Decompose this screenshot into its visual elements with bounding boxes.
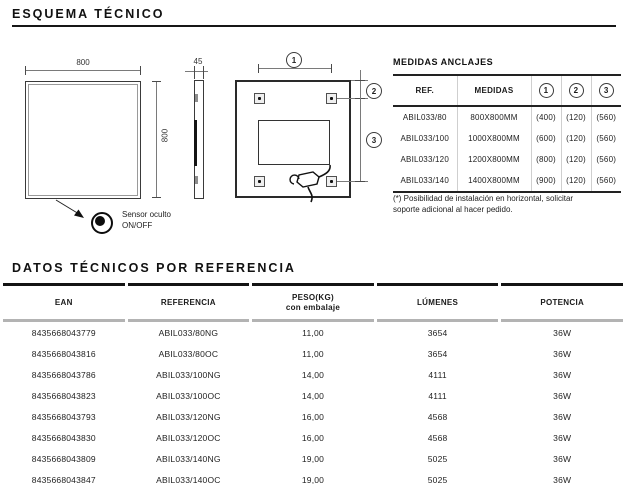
referencia-cell: ABIL033/80OC: [158, 348, 219, 359]
lumenes-cell: 5025: [427, 474, 448, 485]
medidas-cell: 1400X800MM: [457, 170, 531, 192]
dim-tick: [152, 81, 161, 82]
anchor-point-icon: [254, 93, 265, 104]
dim3-cell: (560): [591, 149, 621, 170]
ean-cell: 8435668043779: [31, 327, 96, 338]
title-rule: [12, 25, 616, 27]
potencia-cell: 36W: [553, 348, 572, 359]
medidas-cell: 800X800MM: [457, 106, 531, 128]
ean-cell: 8435668043823: [31, 390, 96, 401]
lumenes-cell: 4111: [428, 390, 447, 401]
datos-header-peso-line1: PESO(KG): [292, 292, 334, 302]
mirror-frame-inner-line: [28, 84, 138, 196]
potencia-cell: 36W: [553, 432, 572, 443]
back-dim3-line: [360, 98, 361, 181]
anchor-point-icon: [326, 93, 337, 104]
anclajes-row: [393, 149, 621, 170]
datos-row: [3, 385, 623, 406]
potencia-cell: 36W: [553, 411, 572, 422]
datos-table: [0, 283, 626, 490]
potencia-cell: 36W: [553, 390, 572, 401]
potencia-cell: 36W: [553, 453, 572, 464]
lumenes-cell: 4568: [427, 411, 448, 422]
side-depth-dim-label: 45: [193, 57, 203, 66]
anclajes-header-ref: REF.: [393, 75, 457, 106]
side-depth-dim-line: [185, 71, 208, 72]
dim2-cell: (120): [561, 170, 591, 192]
anclajes-header-dim1: [531, 75, 561, 106]
back-dim2-line: [360, 70, 361, 98]
lumenes-cell: 4111: [428, 369, 447, 380]
medidas-cell: 1200X800MM: [457, 149, 531, 170]
ean-cell: 8435668043786: [31, 369, 96, 380]
peso-cell: 19,00: [301, 474, 325, 485]
dim2-cell: (120): [561, 128, 591, 149]
callout-3: 3: [366, 132, 382, 148]
dim-2-badge: 2: [569, 83, 584, 98]
lumenes-cell: 3654: [427, 348, 448, 359]
anclajes-header-dim2: [561, 75, 591, 106]
peso-cell: 16,00: [301, 411, 325, 422]
ean-cell: 8435668043809: [31, 453, 96, 464]
datos-header-row: [3, 283, 623, 322]
dim-3-badge: 3: [599, 83, 614, 98]
ean-cell: 8435668043830: [31, 432, 96, 443]
sensor-icon: [91, 212, 113, 234]
ean-cell: 8435668043847: [31, 474, 96, 485]
dim1-cell: (600): [531, 128, 561, 149]
datos-header-potencia: POTENCIA: [501, 283, 623, 322]
dim-tick: [258, 64, 259, 73]
section-title-datos: DATOS TÉCNICOS POR REFERENCIA: [12, 261, 296, 275]
anclajes-header-medidas: MEDIDAS: [457, 75, 531, 106]
dim1-cell: (900): [531, 170, 561, 192]
callout-1: 1: [286, 52, 302, 68]
section-title-esquema: ESQUEMA TÉCNICO: [12, 7, 165, 21]
front-height-dim-line: [156, 81, 157, 198]
power-plug-icon: [275, 158, 345, 206]
datos-row: [3, 469, 623, 490]
ref-cell: ABIL033/80: [402, 113, 447, 122]
sensor-label-line2: ON/OFF: [122, 221, 153, 230]
ean-cell: 8435668043793: [31, 411, 96, 422]
ref-cell: ABIL033/120: [400, 155, 449, 164]
datos-header-referencia: REFERENCIA: [128, 283, 250, 322]
side-anchor-mark: [195, 176, 198, 184]
datos-header-peso: [252, 283, 374, 322]
peso-cell: 11,00: [302, 327, 324, 338]
datos-row: [3, 406, 623, 427]
dim2-cell: (120): [561, 106, 591, 128]
dim3-cell: (560): [591, 170, 621, 192]
side-wall-bracket: [194, 120, 197, 166]
referencia-cell: ABIL033/100NG: [156, 369, 221, 380]
anclajes-table: [393, 74, 621, 193]
datos-row: [3, 364, 623, 385]
datos-header-peso-line2: con embalaje: [285, 302, 341, 312]
dim-tick: [194, 66, 195, 79]
dim2-cell: (120): [561, 149, 591, 170]
referencia-cell: ABIL033/100OC: [156, 390, 221, 401]
peso-cell: 14,00: [301, 369, 325, 380]
peso-cell: 11,00: [302, 348, 324, 359]
referencia-cell: ABIL033/120OC: [156, 432, 221, 443]
dim-1-badge: 1: [539, 83, 554, 98]
referencia-cell: ABIL033/140OC: [156, 474, 221, 485]
lumenes-cell: 4568: [427, 432, 448, 443]
installation-note: [393, 194, 625, 215]
datos-row: [3, 343, 623, 364]
datos-header-lumenes: LÚMENES: [377, 283, 499, 322]
dim-tick: [140, 66, 141, 75]
anclajes-row: [393, 128, 621, 149]
datos-row: [3, 427, 623, 448]
referencia-cell: ABIL033/120NG: [156, 411, 221, 422]
back-dim1-line: [258, 68, 332, 69]
dim-tick: [203, 66, 204, 79]
dim1-cell: (400): [531, 106, 561, 128]
mirror-side-view: [194, 80, 204, 199]
dim3-cell: (560): [591, 106, 621, 128]
callout-2: 2: [366, 83, 382, 99]
lumenes-cell: 5025: [427, 453, 448, 464]
dim-tick: [25, 66, 26, 75]
datos-header-ean: EAN: [3, 283, 125, 322]
ean-cell: 8435668043816: [31, 348, 96, 359]
datos-row: [3, 322, 623, 343]
peso-cell: 16,00: [301, 432, 325, 443]
anclajes-header-row: [393, 75, 621, 106]
front-width-dim-label: 800: [76, 58, 90, 67]
lumenes-cell: 3654: [427, 327, 448, 338]
peso-cell: 19,00: [301, 453, 325, 464]
dim1-cell: (800): [531, 149, 561, 170]
installation-note-line2: soporte adicional al hacer pedido.: [393, 204, 513, 214]
potencia-cell: 36W: [553, 369, 572, 380]
installation-note-line1: (*) Posibilidad de instalación en horizontal, solicitar: [393, 194, 574, 203]
dim-tick: [355, 80, 365, 81]
peso-cell: 14,00: [301, 390, 325, 401]
anclajes-row: [393, 106, 621, 128]
sensor-label-line1: Sensor oculto: [122, 210, 171, 219]
referencia-cell: ABIL033/80NG: [158, 327, 219, 338]
ref-cell: ABIL033/140: [393, 170, 457, 192]
mirror-front-view: [25, 81, 141, 199]
ref-cell: ABIL033/100: [400, 134, 449, 143]
anclajes-header-dim3: [591, 75, 621, 106]
dim-tick: [331, 64, 332, 73]
side-anchor-mark: [195, 94, 198, 102]
potencia-cell: 36W: [553, 327, 572, 338]
dim-tick: [355, 181, 365, 182]
medidas-cell: 1000X800MM: [457, 128, 531, 149]
referencia-cell: ABIL033/140NG: [156, 453, 221, 464]
dim-tick: [152, 197, 161, 198]
anclajes-table-title: MEDIDAS ANCLAJES: [393, 57, 494, 67]
datos-row: [3, 448, 623, 469]
front-height-dim-label: 800: [160, 128, 170, 143]
front-width-dim-line: [25, 70, 141, 71]
anchor-point-icon: [254, 176, 265, 187]
dim3-cell: (560): [591, 128, 621, 149]
potencia-cell: 36W: [553, 474, 572, 485]
anclajes-row: [393, 170, 621, 192]
